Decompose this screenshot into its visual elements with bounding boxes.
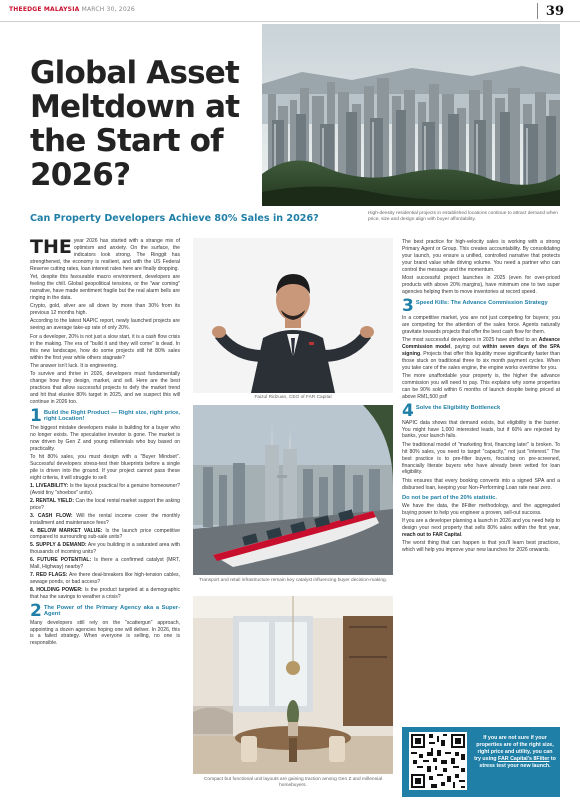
paragraph: In a competitive market, you are not just competing for buyers; you are competing for the attention of the sales force. Agents naturally gravitate towards projects that offer the best cash flow for them.	[402, 314, 560, 335]
list-item: 7. RED FLAGS: Are there deal-breakers like high-tension cables, sewage ponds, or bad access?	[30, 571, 180, 585]
paragraph: To survive and thrive in 2026, developers must fundamentally change how they design, market, and sell. Here are the best practices that allow successful projects to defy the market trend and hit that elusive 80% target in 2025, and we suspect this will continue in 2026 too.	[30, 371, 180, 405]
page-divider	[537, 3, 538, 19]
list-item: 3. CASH FLOW: Will the rental income cover the monthly installment and maintenance fees?	[30, 512, 180, 526]
dropcap: THE	[30, 236, 72, 258]
section-title: Solve the Eligibility Bottleneck	[415, 404, 501, 411]
portrait-photo	[193, 238, 393, 393]
train-caption: Transport and retail infrastructure remain key catalyst influencing buyer decision-making.	[198, 578, 388, 583]
section-number: 4	[402, 400, 414, 421]
section-1-heading	[30, 405, 180, 426]
column-left	[30, 238, 180, 649]
paragraph: The more unaffordable your property is, the higher the advance commission you will need to pay. This explains why some properties can be 90% sold within 6 months of launch despite being priced at above RM1,500 psf!	[402, 373, 560, 400]
paragraph: The biggest mistake developers make is building for a buyer who no longer exists. The speculative investor is gone. The market is now driven by Gen Z and young millennials who buy based on practicality.	[30, 424, 180, 452]
section-title: The Power of the Primary Agency aka a Super-Agent	[43, 604, 180, 618]
section-4-heading	[402, 400, 560, 421]
paragraph: Yet, despite this favourable macro environment, developers are feeling the chill. Global geopolitical tensions, or the "war coming" narrative, have made sentiment fragile but the real alarm bells are ringing in the data.	[30, 274, 180, 301]
list-item: 5. SUPPLY & DEMAND: Are you building in a saturated area with thousands of incoming units?	[30, 542, 180, 556]
masthead-brand: THEEDGE	[9, 6, 42, 13]
section-number: 2	[30, 600, 42, 621]
page-number: 39	[545, 4, 564, 19]
section-title: Speed Kills: The Advance Commission Strategy	[415, 299, 548, 306]
list-item: 4. BELOW MARKET VALUE: Is the launch price competitive compared to surrounding sub-sale units?	[30, 527, 180, 541]
subheadline: Can Property Developers Achieve 80% Sales in 2026?	[30, 213, 319, 224]
paragraph: The answer isn't luck. It is engineering.	[30, 362, 118, 369]
interior-photo	[193, 596, 393, 774]
callout-heading: Do not be part of the 20% statistic.	[402, 494, 498, 501]
hero-caption: High-density residential projects in established locations continue to attract demand when price, size and design align with buyer affordability.	[368, 211, 558, 223]
section-title: Build the Right Product — Right size, right price, right Location!	[43, 409, 180, 423]
interior-caption: Compact but functional unit layouts are gaining traction among Gen Z and millennial homebuyers.	[203, 777, 383, 789]
top-bar	[0, 0, 580, 22]
paragraph: Many developers still rely on the "scattergun" approach, appointing a dozen agencies hoping one will deliver. In 2026, this is a failed strategy. When everyone is selling, no one is responsible.	[30, 619, 180, 647]
portrait-caption: Faizul Ridzuan, CEO of FAR Capital	[254, 395, 332, 400]
paragraph: The best practice for high-velocity sales is working with a strong Primary Agent or Group. This creates accountability. By consolidating your launch, you ensure a unified, controlled narrative that protects your brand value while driving volume. You need a partner who can control the message and the momentum.	[402, 239, 560, 273]
section-3-heading	[402, 295, 560, 316]
masthead-date: MARCH 30, 2026	[81, 6, 135, 13]
promo-box	[402, 727, 560, 797]
promo-text: If you are not sure if your properties are of the right size, right price and utility, you can try using FAR Capital's 8Filter to stress test your new launch.	[474, 735, 556, 769]
list-item: 2. RENTAL YIELD: Can the local rental market support the asking price?	[30, 497, 180, 511]
paragraph: Crypto, gold, silver are all down by more than 30% from its previous 12 months high.	[30, 303, 180, 317]
list-item: 8. HOLDING POWER: Is the product targeted at a demographic that has the savings to weather a crisis?	[30, 586, 181, 600]
paragraph: The traditional model of "marketing first, financing later" is broken. To hit 80% sales, you need to target "capacity," not just "interest." The best practice is to pre-filter buyers, focusing on pre-screened, financially literate buyers who have already been vetted for loan eligibility.	[402, 441, 560, 476]
paragraph: For a developer, 20% is not just a slow start, it is a cash flow crisis in the making. The era of "build it and they will come" is dead. In this new landscape, how do some projects still hit 80% sales within the first year while others stagnate?	[30, 333, 180, 361]
hero-city-image	[262, 24, 560, 206]
intro-text: year 2026 has started with a strange mix of optimism and anxiety. On the surface, the indicators look strong. The Ringgit has strengthened, the economy is resilient, and with the US Federal Reserve cutting rates, loan interest rates here are finally dropping.	[30, 238, 180, 272]
paragraph: We have the data, the 8Filter methodology, and the aggregated buying power to help you engineer a proven, sell-out success.	[402, 502, 560, 516]
masthead-edition: MALAYSIA	[43, 6, 80, 13]
paragraph: The most successful developers in 2025 have shifted to an Advance Commission model, paying out within seven days of the SPA signing. Projects that offer this liquidity move significantly faster than those stuck on traditional three to six month payment cycles. When you take care of the sales engine, the engine works overtime for you.	[402, 336, 561, 371]
paragraph: According to the latest NAPIC report, newly launched projects are seeing an average take-up rate of only 20%.	[30, 318, 180, 332]
paragraph: NAPIC data shows that demand exists, but eligibility is the barrier. You might have 1,000 interested leads, but if 60% are rejected by banks, your launch fails.	[402, 419, 560, 440]
criteria-list	[30, 483, 180, 601]
paragraph: To hit 80% sales, you must design with a "Buyer Mindset". Successful developers stress-test their blueprints before a single pile is driven into the ground. If your project cannot pass these eight criteria, it will struggle to sell:	[30, 453, 180, 481]
train-photo	[193, 405, 393, 575]
list-item: 6. FUTURE POTENTIAL: Is there a confirmed catalyst (MRT, Mall, Highway) nearby?	[30, 557, 180, 571]
masthead	[9, 6, 135, 13]
column-right	[402, 239, 560, 555]
list-item: 1. LIVEABILITY: Is the layout practical for a genuine homeowner? (Avoid tiny "shoebox" units).	[30, 483, 180, 496]
qr-code-icon[interactable]	[409, 732, 467, 790]
paragraph: If you are a developer planning a launch in 2026 and you need help to design your next property that sells 80% sales within the first year, reach out to FAR Capital.	[402, 517, 560, 538]
headline: Global Asset Meltdown at the Start of 2026?	[30, 55, 240, 193]
paragraph: This ensures that every booking converts into a signed SPA and a disbursed loan, keeping your Non-Performing Loan rate near zero.	[402, 477, 560, 491]
paragraph: The worst thing that can happen is that you'll learn best practices, which will help you improve your new launches for 2026 onwards.	[402, 540, 560, 554]
filter-link[interactable]: FAR Capital's 8Filter	[498, 756, 550, 762]
intro-paragraph	[30, 238, 180, 273]
paragraph: Most successful project launches in 2025 (even for over-priced products with above 20% margins), have minimum one to two super agencies helping them to move inventories at record speed.	[402, 275, 560, 295]
section-2-heading	[30, 600, 180, 621]
section-number: 3	[402, 295, 414, 316]
section-number: 1	[30, 405, 42, 426]
